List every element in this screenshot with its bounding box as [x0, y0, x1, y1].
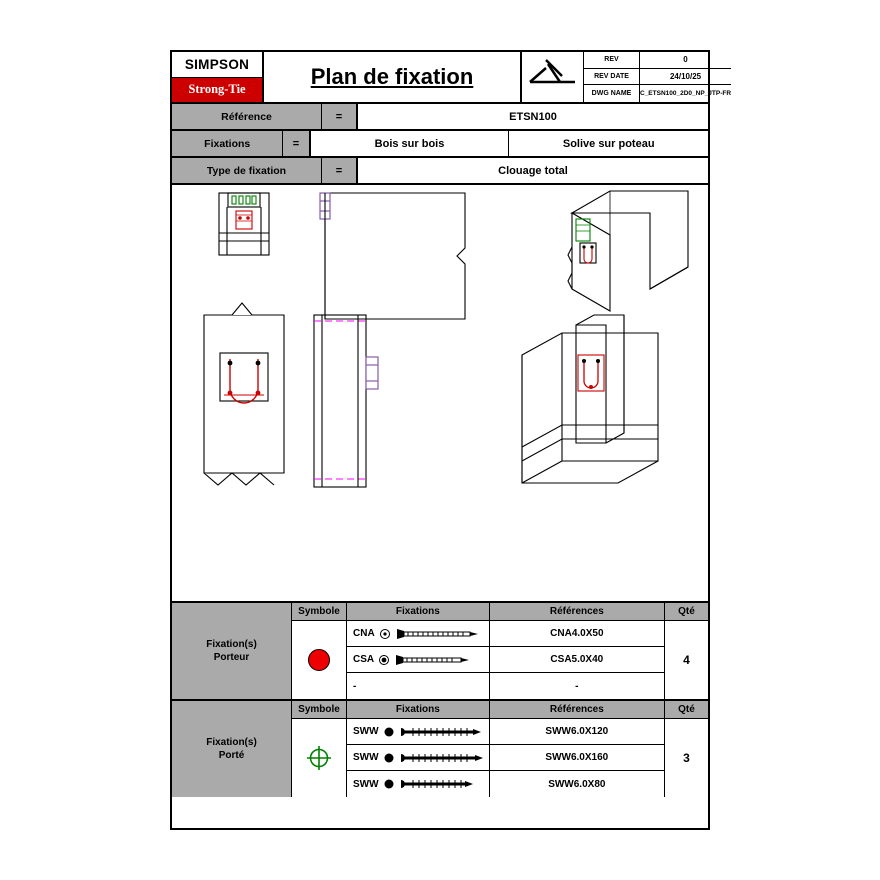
porteur-fix-1	[347, 647, 490, 672]
table-row	[347, 621, 664, 647]
info-value-fixations-1: Bois sur bois	[311, 131, 510, 156]
porte-qte-column	[664, 701, 708, 797]
porte-ref-0: SWW6.0X120	[545, 726, 609, 737]
sheet-title	[264, 52, 522, 102]
porteur-fix-label-0: CNA	[353, 628, 375, 639]
info-row-reference	[172, 104, 708, 131]
table-row	[347, 771, 664, 797]
info-eq-fixations: =	[283, 131, 310, 156]
porteur-header-row	[347, 603, 664, 621]
porteur-fix-label-2: -	[353, 680, 357, 692]
table-row	[347, 719, 664, 745]
company-logo	[172, 52, 264, 102]
porteur-fix-label-1: CSA	[353, 654, 375, 665]
porte-fix-1	[347, 745, 490, 770]
revdate-value: 24/10/25	[669, 72, 702, 81]
fixation-table-porte	[172, 701, 708, 797]
info-value-fixations-2: Solive sur poteau	[562, 137, 655, 150]
porte-header-fixations: Fixations	[347, 701, 490, 719]
screw-head-icon	[383, 752, 395, 764]
front-view-top	[219, 193, 269, 255]
screw-head-icon	[379, 628, 391, 640]
porte-symbol-column	[292, 701, 347, 797]
fixation-porte-label-line2: Porté	[218, 750, 245, 761]
porteur-fix-2	[347, 673, 490, 699]
info-eq-type: =	[322, 158, 358, 183]
porte-header-row	[347, 701, 664, 719]
side-view-bottom	[314, 315, 378, 487]
fixation-porteur-label	[172, 603, 292, 699]
rev-value: 0	[683, 55, 688, 65]
drawing-svg	[172, 185, 708, 599]
porteur-qte-column	[664, 603, 708, 699]
isometric-view-bottom	[522, 315, 658, 483]
page-title: Plan de fixation	[310, 64, 474, 89]
info-eq-reference: =	[322, 104, 358, 129]
screw-head-icon	[383, 726, 395, 738]
screw-sww-icon	[399, 751, 489, 765]
green-crosshair-circle-icon	[305, 744, 333, 772]
fixation-porte-label-line1: Fixation(s)	[206, 736, 257, 748]
rev-label: REV	[584, 52, 640, 68]
fixation-porteur-label-line1: Fixation(s)	[206, 638, 257, 650]
info-label-type: Type de fixation	[172, 158, 322, 183]
porteur-ref-1: CSA5.0X40	[550, 654, 604, 665]
porteur-fix-0	[347, 621, 490, 646]
porteur-mid-column	[347, 603, 664, 699]
screw-sww-icon	[399, 777, 489, 791]
screw-csa-icon	[394, 653, 484, 667]
porteur-header-fixations: Fixations	[347, 603, 490, 621]
revdate-label: REV DATE	[584, 69, 640, 85]
porte-symbol-cell	[292, 719, 346, 797]
porte-qte-value: 3	[683, 751, 690, 765]
porteur-symbol-cell	[292, 621, 346, 699]
fixation-table-porteur	[172, 603, 708, 701]
fixation-porte-label	[172, 701, 292, 797]
screw-cna-icon	[395, 627, 485, 641]
info-row-type	[172, 158, 708, 185]
technical-drawing-views	[172, 185, 708, 603]
info-value-reference: ETSN100	[509, 110, 557, 123]
revision-block	[522, 52, 732, 102]
porteur-header-references: Références	[490, 603, 664, 621]
screw-sww-icon	[399, 725, 489, 739]
title-block	[172, 52, 732, 104]
table-row	[347, 673, 664, 699]
porte-fix-label-2: SWW	[353, 778, 379, 790]
porte-mid-column	[347, 701, 664, 797]
dwgname-label: DWG NAME	[584, 85, 640, 102]
side-view-top	[320, 193, 465, 319]
logo-strongtie-text: Strong-Tie	[172, 78, 262, 103]
porte-header-symbole: Symbole	[292, 701, 346, 719]
front-view-bottom	[204, 303, 284, 485]
porte-header-references: Références	[490, 701, 664, 719]
revision-table	[584, 52, 731, 102]
table-row	[347, 745, 664, 771]
dwgname-value: C_ETSN100_2D0_NP_JTP-FR	[640, 90, 732, 98]
porteur-header-symbole: Symbole	[292, 603, 346, 621]
porteur-ref-0: CNA4.0X50	[550, 628, 604, 639]
rev-row	[584, 52, 731, 69]
porte-fix-2	[347, 771, 490, 797]
isometric-view-top	[568, 191, 688, 311]
porteur-ref-2: -	[575, 680, 579, 692]
porte-fix-label-1: SWW	[353, 752, 379, 763]
porte-header-qte: Qté	[665, 701, 708, 719]
dwgname-row	[584, 85, 731, 102]
porte-fix-0	[347, 719, 490, 744]
porte-ref-1: SWW6.0X160	[545, 752, 609, 763]
porteur-symbol-column	[292, 603, 347, 699]
info-label-fixations: Fixations	[172, 131, 283, 156]
logo-simpson-text: SIMPSON	[172, 52, 262, 78]
porteur-qte-value: 4	[683, 653, 690, 667]
porteur-header-qte: Qté	[665, 603, 708, 621]
screw-head-icon	[383, 778, 395, 790]
screw-head-icon	[378, 654, 390, 666]
info-row-fixations	[172, 131, 708, 158]
drawing-sheet	[170, 50, 732, 830]
info-label-reference: Référence	[172, 104, 322, 129]
info-value-type: Clouage total	[498, 164, 568, 177]
table-row	[347, 647, 664, 673]
fixation-porteur-label-line2: Porteur	[213, 652, 250, 663]
porte-ref-2: SWW6.0X80	[548, 778, 606, 790]
porte-fix-label-0: SWW	[353, 726, 379, 737]
revdate-row	[584, 69, 731, 86]
red-filled-circle-icon	[308, 649, 330, 671]
weld-symbol-icon	[522, 52, 584, 102]
